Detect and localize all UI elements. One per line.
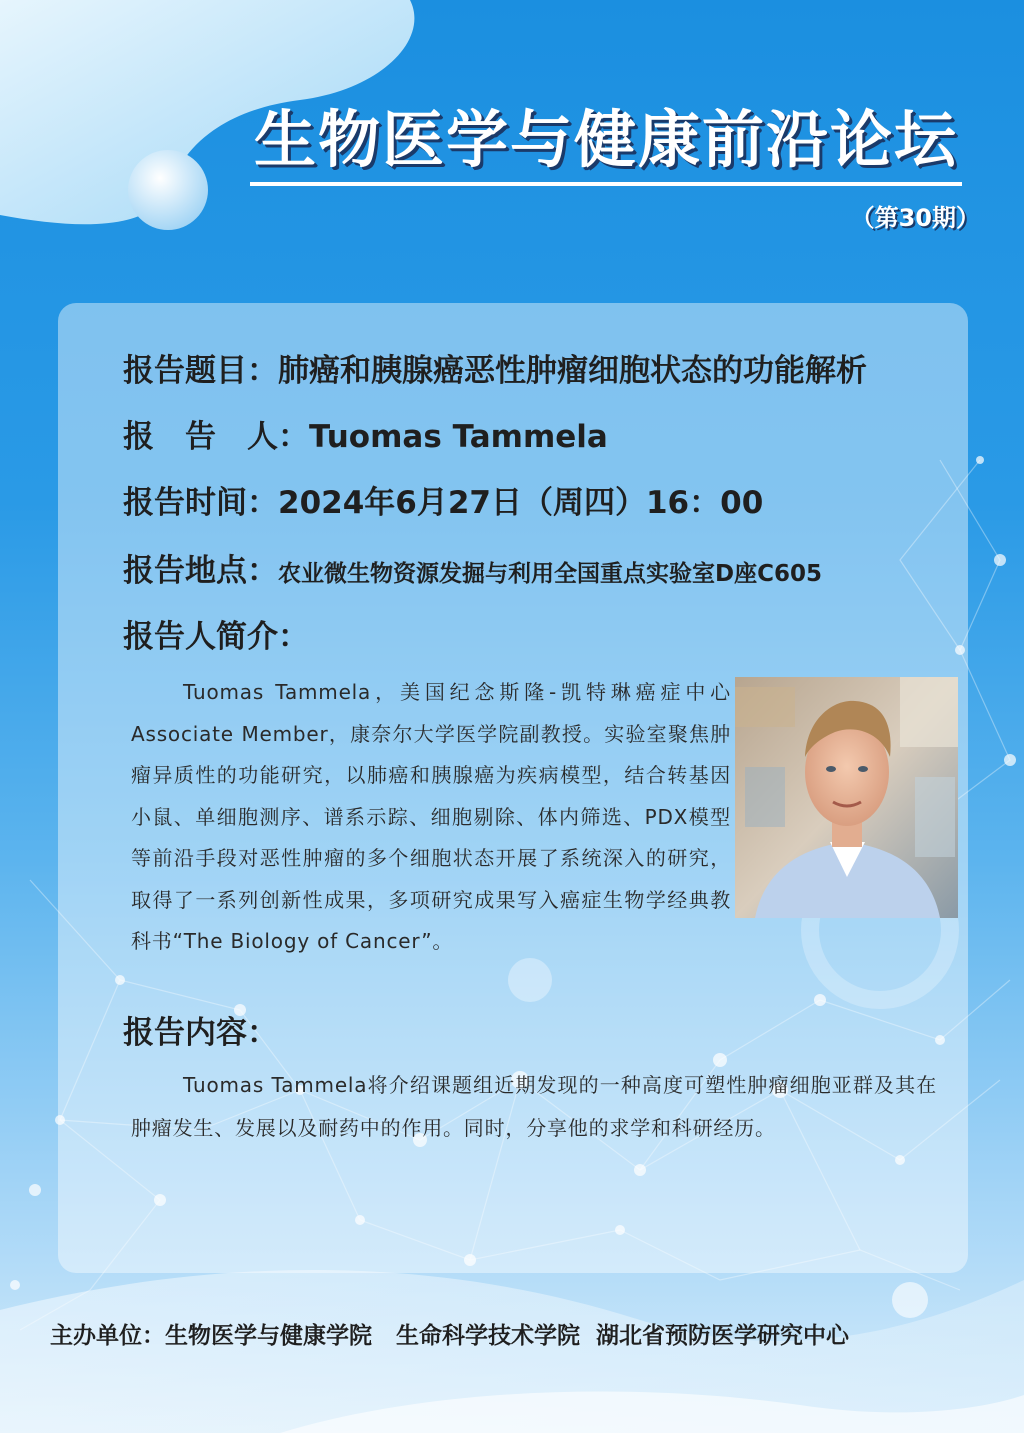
speaker-label: 报 告 人：: [123, 419, 309, 455]
organizer-3: 湖北省预防医学研究中心: [596, 1323, 849, 1349]
speaker-bio-text: Tuomas Tammela，美国纪念斯隆-凯特琳癌症中心 Associate Member，康奈尔大学医学院副教授。实验室聚焦肿瘤异质性的功能研究，以肺癌和胰腺癌为疾病模型，结合转基因小鼠、单细胞测序、谱系示踪、细胞剔除、体内筛选、PDX模型等前沿手段对恶性肿瘤的多个细胞状态开展了系统深入的研究，取得了一系列创新性成果，多项研究成果写入癌症生物学经典教科书“The Biology of Cancer”。: [131, 680, 731, 953]
content-heading: 报告内容：: [123, 1015, 278, 1051]
time-row: [123, 480, 763, 526]
organizer-2: 生命科学技术学院: [396, 1323, 580, 1349]
time-label: 报告时间：: [123, 485, 278, 521]
time-value: 2024年6月27日（周四）16：00: [278, 485, 764, 521]
issue-number: （第30期）: [850, 204, 980, 232]
speaker-portrait-image: [735, 677, 958, 918]
topic-value: 肺癌和胰腺癌恶性肿瘤细胞状态的功能解析: [278, 353, 867, 389]
organizer-label: 主办单位：: [50, 1323, 165, 1349]
speaker-row: [123, 414, 608, 460]
topic-label: 报告题目：: [123, 353, 278, 389]
speaker-value: Tuomas Tammela: [309, 419, 608, 455]
topic-row: [123, 348, 867, 394]
forum-title: 生物医学与健康前沿论坛: [253, 103, 958, 176]
bio-heading: 报告人简介：: [123, 619, 309, 655]
title-underline: [250, 182, 962, 186]
place-value: 农业微生物资源发掘与利用全国重点实验室D座C605: [278, 561, 822, 587]
talk-content-text: Tuomas Tammela将介绍课题组近期发现的一种高度可塑性肿瘤细胞亚群及其在肿瘤发生、发展以及耐药中的作用。同时，分享他的求学和科研经历。: [131, 1073, 937, 1140]
place-row: [123, 548, 822, 597]
organizers: [50, 1316, 990, 1356]
place-label: 报告地点：: [123, 553, 278, 589]
organizer-1: 生物医学与健康学院: [165, 1323, 372, 1349]
